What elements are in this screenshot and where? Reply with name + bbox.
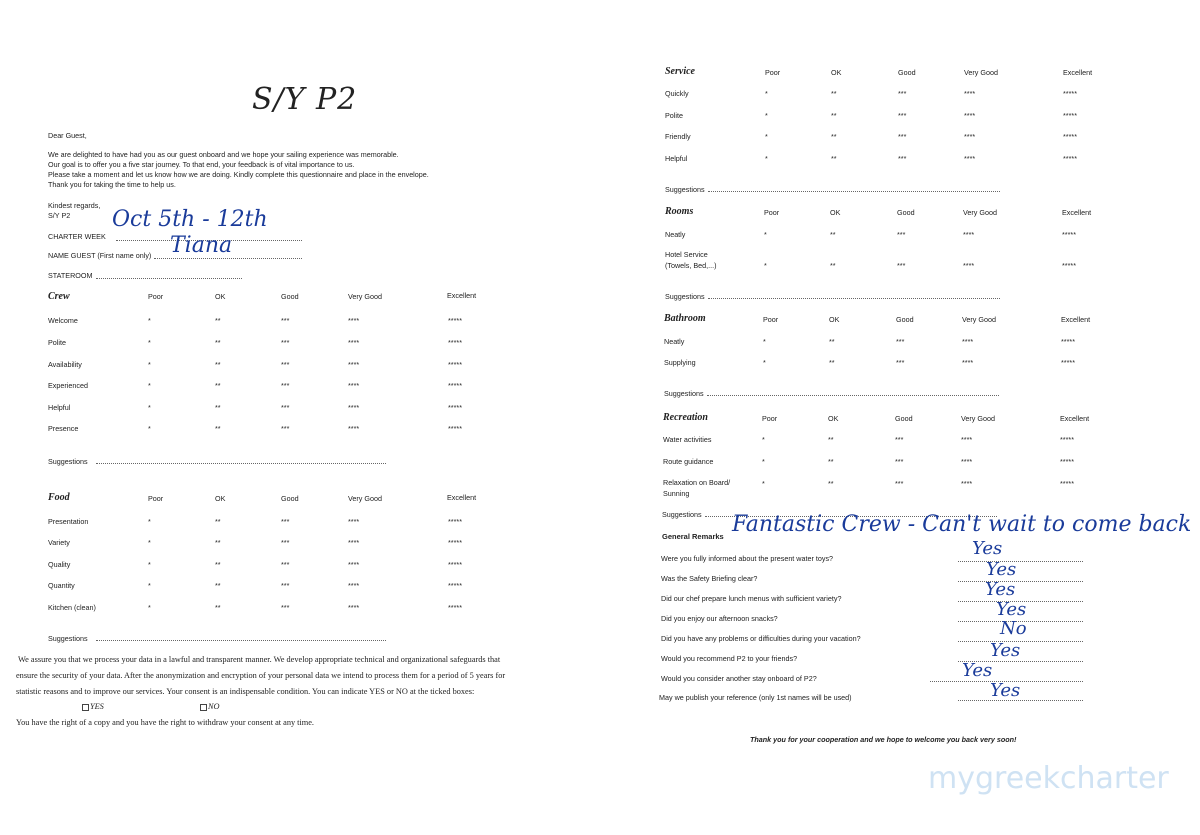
recreation-row2-very-good-option[interactable]: ****	[961, 457, 973, 466]
recreation-row2-poor-option[interactable]: *	[762, 457, 765, 466]
letter-line-1: We are delighted to have had you as our guest onboard and we hope your sailing experience was memorable.	[48, 150, 399, 159]
service-ring-3	[1051, 120, 1105, 150]
recreation-row3-very-good-option[interactable]: ****	[961, 479, 973, 488]
crew-row3-ok-option[interactable]: **	[215, 360, 221, 369]
food-row5-good-option[interactable]: ***	[281, 603, 290, 612]
bathroom-row1-very-good-option[interactable]: ****	[962, 337, 974, 346]
food-row3-very-good-option[interactable]: ****	[348, 560, 360, 569]
food-title: Food	[48, 492, 70, 503]
header-excellent: Excellent	[1060, 414, 1090, 423]
food-row2-good-option[interactable]: ***	[281, 538, 290, 547]
crew-row1-poor-option[interactable]: *	[148, 316, 151, 325]
service-row4-excellent-option[interactable]: *****	[1063, 154, 1077, 163]
header-excellent: Excellent	[447, 291, 477, 300]
crew-row4-very-good-option[interactable]: ****	[348, 381, 360, 390]
food-row5-poor-option[interactable]: *	[148, 603, 151, 612]
bathroom-suggestions-label: Suggestions	[664, 389, 704, 398]
food-row4-poor-option[interactable]: *	[148, 581, 151, 590]
recreation-row3-poor-option[interactable]: *	[762, 479, 765, 488]
service-row1-very-good-option[interactable]: ****	[964, 89, 976, 98]
answer-safety-briefing[interactable]: Yes	[986, 559, 1017, 580]
food-item-presentation: Presentation	[48, 517, 89, 526]
bathroom-row1-ok-option[interactable]: **	[829, 337, 835, 346]
question-another-stay: Would you consider another stay onboard of P2?	[661, 674, 817, 683]
letter-line-2: Our goal is to offer you a five star journey. To that end, your feedback is of vital importance to us.	[48, 160, 355, 169]
recreation-row2-ok-option[interactable]: **	[828, 457, 834, 466]
crew-row5-excellent-option[interactable]: *****	[448, 403, 462, 412]
service-row1-excellent-option[interactable]: *****	[1063, 89, 1077, 98]
answer-recommend[interactable]: Yes	[990, 640, 1021, 661]
service-row3-poor-option[interactable]: *	[765, 132, 768, 141]
food-row2-poor-option[interactable]: *	[148, 538, 151, 547]
rooms-item-hotel-service: Hotel Service	[665, 250, 708, 259]
letter-regards: Kindest regards,	[48, 201, 101, 210]
header-ok: OK	[829, 315, 840, 324]
header-very-good: Very Good	[962, 315, 996, 324]
food-row1-excellent-option[interactable]: *****	[448, 517, 462, 526]
letter-signature: S/Y P2	[48, 211, 71, 220]
recreation-ring-1	[1039, 422, 1111, 451]
food-row2-ok-option[interactable]: **	[215, 538, 221, 547]
privacy-paragraph-4: You have the right of a copy and you have the right to withdraw your consent at any time.	[16, 718, 315, 727]
service-item-friendly: Friendly	[665, 132, 691, 141]
privacy-paragraph-3: statistic reasons and to improve our services. Your consent is an indispensable condition. You can indicate YES or NO at the ticked boxes:	[16, 687, 475, 696]
food-row3-poor-option[interactable]: *	[148, 560, 151, 569]
question-lunch-menus: Did our chef prepare lunch menus with sufficient variety?	[661, 594, 842, 603]
food-row3-excellent-option[interactable]: *****	[448, 560, 462, 569]
answer-another-stay[interactable]: Yes	[962, 660, 993, 681]
recreation-item-relaxation: Relaxation on Board/	[663, 478, 731, 487]
crew-row4-ok-option[interactable]: **	[215, 381, 221, 390]
food-row4-good-option[interactable]: ***	[281, 581, 290, 590]
bathroom-title: Bathroom	[664, 313, 706, 324]
crew-row4-excellent-option[interactable]: *****	[448, 381, 462, 390]
food-row2-excellent-option[interactable]: *****	[448, 538, 462, 547]
header-ok: OK	[215, 292, 226, 301]
crew-row5-very-good-option[interactable]: ****	[348, 403, 360, 412]
bathroom-row1-excellent-option[interactable]: *****	[1061, 337, 1075, 346]
rooms-row2-ok-option[interactable]: **	[830, 261, 836, 270]
letter-line-4: Thank you for taking the time to help us.	[48, 180, 176, 189]
question-problems: Did you have any problems or difficulties during your vacation?	[661, 634, 861, 643]
rooms-row1-ok-option[interactable]: **	[830, 230, 836, 239]
bathroom-row1-good-option[interactable]: ***	[896, 337, 905, 346]
recreation-row1-ok-option[interactable]: **	[828, 435, 834, 444]
recreation-row2-excellent-option[interactable]: *****	[1060, 457, 1074, 466]
bathroom-row2-good-option[interactable]: ***	[896, 358, 905, 367]
crew-row1-excellent-option[interactable]: *****	[448, 316, 462, 325]
header-good: Good	[896, 315, 914, 324]
charter-week-value[interactable]: Oct 5th - 12th	[112, 207, 268, 232]
food-row5-excellent-option[interactable]: *****	[448, 603, 462, 612]
consent-no-checkbox[interactable]	[200, 704, 207, 711]
food-row1-poor-option[interactable]: *	[148, 517, 151, 526]
crew-row2-good-option[interactable]: ***	[281, 338, 290, 347]
recreation-row3-excellent-option[interactable]: *****	[1060, 479, 1074, 488]
service-row3-ok-option[interactable]: **	[831, 132, 837, 141]
service-row4-ok-option[interactable]: **	[831, 154, 837, 163]
rooms-item-neatly: Neatly	[665, 230, 686, 239]
charter-week-label: CHARTER WEEK	[48, 232, 106, 241]
crew-row6-good-option[interactable]: ***	[281, 424, 290, 433]
recreation-row1-poor-option[interactable]: *	[762, 435, 765, 444]
recreation-row1-good-option[interactable]: ***	[895, 435, 904, 444]
thank-you-footer: Thank you for your cooperation and we hope to welcome you back very soon!	[750, 735, 1017, 744]
header-good: Good	[281, 494, 299, 503]
service-row3-good-option[interactable]: ***	[898, 132, 907, 141]
bathroom-row1-poor-option[interactable]: *	[763, 337, 766, 346]
crew-item-experienced: Experienced	[48, 381, 88, 390]
food-row5-ok-option[interactable]: **	[215, 603, 221, 612]
crew-row3-excellent-option[interactable]: *****	[448, 360, 462, 369]
service-row3-very-good-option[interactable]: ****	[964, 132, 976, 141]
header-poor: Poor	[762, 414, 778, 423]
recreation-item-water-activities: Water activities	[663, 435, 712, 444]
crew-row5-good-option[interactable]: ***	[281, 403, 290, 412]
recreation-row3-good-option[interactable]: ***	[895, 479, 904, 488]
recreation-row3-ok-option[interactable]: **	[828, 479, 834, 488]
food-row4-ok-option[interactable]: **	[215, 581, 221, 590]
food-suggestions-line[interactable]	[96, 640, 386, 641]
recreation-row2-good-option[interactable]: ***	[895, 457, 904, 466]
food-item-quality: Quality	[48, 560, 71, 569]
rooms-suggestions-label: Suggestions	[665, 292, 705, 301]
privacy-paragraph-2: ensure the security of your data. After the anonymization and encryption of your personal data we intend to process them for a period of 5 years for	[16, 671, 506, 680]
crew-row2-very-good-option[interactable]: ****	[348, 338, 360, 347]
header-good: Good	[895, 414, 913, 423]
crew-row3-good-option[interactable]: ***	[281, 360, 290, 369]
service-title: Service	[665, 66, 695, 77]
service-row2-very-good-option[interactable]: ****	[964, 111, 976, 120]
header-very-good: Very Good	[348, 494, 382, 503]
header-poor: Poor	[765, 68, 781, 77]
header-excellent: Excellent	[447, 493, 477, 502]
bathroom-row2-ok-option[interactable]: **	[829, 358, 835, 367]
general-remarks-label: General Remarks	[662, 532, 724, 541]
header-poor: Poor	[148, 292, 164, 301]
rooms-row2-very-good-option[interactable]: ****	[963, 261, 975, 270]
crew-row3-very-good-option[interactable]: ****	[348, 360, 360, 369]
bathroom-item-supplying: Supplying	[664, 358, 696, 367]
answer-water-toys[interactable]: Yes	[972, 538, 1003, 559]
form-title: S/Y P2	[252, 82, 358, 117]
rooms-row1-very-good-option[interactable]: ****	[963, 230, 975, 239]
crew-row4-good-option[interactable]: ***	[281, 381, 290, 390]
service-row1-good-option[interactable]: ***	[898, 89, 907, 98]
general-remarks-value[interactable]: Fantastic Crew - Can't wait to come back	[732, 512, 1192, 537]
header-poor: Poor	[148, 494, 164, 503]
letter-line-3: Please take a moment and let us know how we are doing. Kindly complete this questionnaire and place in the envelope.	[48, 170, 429, 179]
food-row5-very-good-option[interactable]: ****	[348, 603, 360, 612]
header-poor: Poor	[764, 208, 780, 217]
food-row1-very-good-option[interactable]: ****	[348, 517, 360, 526]
service-row3-excellent-option[interactable]: *****	[1063, 132, 1077, 141]
rooms-row1-poor-option[interactable]: *	[764, 230, 767, 239]
rooms-row1-excellent-option[interactable]: *****	[1062, 230, 1076, 239]
food-ring-5	[431, 585, 493, 617]
header-very-good: Very Good	[964, 68, 998, 77]
food-row2-very-good-option[interactable]: ****	[348, 538, 360, 547]
privacy-paragraph-1: We assure you that we process your data in a lawful and transparent manner. We develop appropriate technical and organizational safeguards that	[18, 655, 501, 664]
header-excellent: Excellent	[1062, 208, 1092, 217]
recreation-item-sunning: Sunning	[663, 489, 690, 498]
crew-row6-poor-option[interactable]: *	[148, 424, 151, 433]
crew-row6-very-good-option[interactable]: ****	[348, 424, 360, 433]
recreation-suggestions-label: Suggestions	[662, 510, 702, 519]
service-item-polite: Polite	[665, 111, 683, 120]
crew-item-welcome: Welcome	[48, 316, 78, 325]
bathroom-item-neatly: Neatly	[664, 337, 685, 346]
answer-line-8	[958, 700, 1083, 701]
service-row2-poor-option[interactable]: *	[765, 111, 768, 120]
crew-row2-poor-option[interactable]: *	[148, 338, 151, 347]
service-row1-poor-option[interactable]: *	[765, 89, 768, 98]
recreation-item-route-guidance: Route guidance	[663, 457, 714, 466]
header-very-good: Very Good	[348, 292, 382, 301]
header-good: Good	[897, 208, 915, 217]
bathroom-row2-poor-option[interactable]: *	[763, 358, 766, 367]
name-guest-line	[154, 258, 302, 259]
recreation-row1-excellent-option[interactable]: *****	[1060, 435, 1074, 444]
crew-row1-very-good-option[interactable]: ****	[348, 316, 360, 325]
service-row4-good-option[interactable]: ***	[898, 154, 907, 163]
service-row2-excellent-option[interactable]: *****	[1063, 111, 1077, 120]
bathroom-row2-excellent-option[interactable]: *****	[1061, 358, 1075, 367]
crew-row5-ok-option[interactable]: **	[215, 403, 221, 412]
header-ok: OK	[215, 494, 226, 503]
watermark-logo: mygreekcharter	[928, 761, 1169, 796]
crew-item-helpful: Helpful	[48, 403, 71, 412]
crew-row6-excellent-option[interactable]: *****	[448, 424, 462, 433]
answer-line-1	[958, 561, 1083, 562]
question-afternoon-snacks: Did you enjoy our afternoon snacks?	[661, 614, 778, 623]
crew-item-polite: Polite	[48, 338, 66, 347]
service-row4-very-good-option[interactable]: ****	[964, 154, 976, 163]
crew-row1-ok-option[interactable]: **	[215, 316, 221, 325]
recreation-title: Recreation	[663, 412, 708, 423]
rooms-row2-poor-option[interactable]: *	[764, 261, 767, 270]
rooms-suggestions-line[interactable]	[708, 298, 1000, 299]
food-row1-good-option[interactable]: ***	[281, 517, 290, 526]
answer-afternoon-snacks[interactable]: Yes	[996, 599, 1027, 620]
consent-yes-label: YES	[90, 702, 104, 711]
header-ok: OK	[828, 414, 839, 423]
food-row4-very-good-option[interactable]: ****	[348, 581, 360, 590]
question-safety-briefing: Was the Safety Briefing clear?	[661, 574, 758, 583]
rooms-item-hotel-service-detail: (Towels, Bed,...)	[665, 261, 717, 270]
question-publish-reference: May we publish your reference (only 1st names will be used)	[659, 693, 852, 702]
rooms-row2-excellent-option[interactable]: *****	[1062, 261, 1076, 270]
consent-no-label: NO	[208, 702, 220, 711]
crew-item-availability: Availability	[48, 360, 82, 369]
question-water-toys: Were you fully informed about the present water toys?	[661, 554, 834, 563]
header-poor: Poor	[763, 315, 779, 324]
letter-greeting: Dear Guest,	[48, 131, 87, 140]
header-very-good: Very Good	[963, 208, 997, 217]
food-row4-excellent-option[interactable]: *****	[448, 581, 462, 590]
header-ok: OK	[831, 68, 842, 77]
answer-lunch-menus[interactable]: Yes	[985, 579, 1016, 600]
service-row2-ok-option[interactable]: **	[831, 111, 837, 120]
service-item-quickly: Quickly	[665, 89, 689, 98]
rooms-row2-good-option[interactable]: ***	[897, 261, 906, 270]
stateroom-label: STATEROOM	[48, 271, 93, 280]
food-item-quantity: Quantity	[48, 581, 75, 590]
food-row3-ok-option[interactable]: **	[215, 560, 221, 569]
header-excellent: Excellent	[1063, 68, 1093, 77]
crew-title: Crew	[48, 291, 70, 302]
service-row1-ok-option[interactable]: **	[831, 89, 837, 98]
crew-suggestions-label: Suggestions	[48, 457, 88, 466]
food-suggestions-label: Suggestions	[48, 634, 88, 643]
crew-row2-ok-option[interactable]: **	[215, 338, 221, 347]
header-good: Good	[281, 292, 299, 301]
header-good: Good	[898, 68, 916, 77]
bathroom-row2-very-good-option[interactable]: ****	[962, 358, 974, 367]
service-row4-poor-option[interactable]: *	[765, 154, 768, 163]
name-guest-label: NAME GUEST (First name only)	[48, 251, 152, 260]
answer-line-2	[958, 581, 1083, 582]
service-suggestions-line[interactable]	[708, 191, 1000, 192]
answer-problems[interactable]: No	[1000, 618, 1027, 639]
answer-publish-reference[interactable]: Yes	[990, 680, 1021, 701]
crew-row4-poor-option[interactable]: *	[148, 381, 151, 390]
bathroom-suggestions-line[interactable]	[707, 395, 999, 396]
crew-item-presence: Presence	[48, 424, 79, 433]
header-excellent: Excellent	[1061, 315, 1091, 324]
food-item-kitchen: Kitchen (clean)	[48, 603, 96, 612]
rooms-row1-good-option[interactable]: ***	[897, 230, 906, 239]
crew-row1-good-option[interactable]: ***	[281, 316, 290, 325]
service-row2-good-option[interactable]: ***	[898, 111, 907, 120]
food-row1-ok-option[interactable]: **	[215, 517, 221, 526]
crew-suggestions-line[interactable]	[96, 463, 386, 464]
stateroom-line	[96, 278, 242, 279]
answer-line-5	[958, 641, 1083, 642]
crew-row2-excellent-option[interactable]: *****	[448, 338, 462, 347]
name-guest-value[interactable]: Tiana	[170, 233, 233, 258]
food-row3-good-option[interactable]: ***	[281, 560, 290, 569]
crew-row3-poor-option[interactable]: *	[148, 360, 151, 369]
service-suggestions-label: Suggestions	[665, 185, 705, 194]
crew-row6-ok-option[interactable]: **	[215, 424, 221, 433]
rooms-title: Rooms	[665, 206, 694, 217]
header-very-good: Very Good	[961, 414, 995, 423]
service-item-helpful: Helpful	[665, 154, 688, 163]
recreation-row1-very-good-option[interactable]: ****	[961, 435, 973, 444]
crew-row5-poor-option[interactable]: *	[148, 403, 151, 412]
header-ok: OK	[830, 208, 841, 217]
question-recommend: Would you recommend P2 to your friends?	[661, 654, 798, 663]
food-item-variety: Variety	[48, 538, 70, 547]
